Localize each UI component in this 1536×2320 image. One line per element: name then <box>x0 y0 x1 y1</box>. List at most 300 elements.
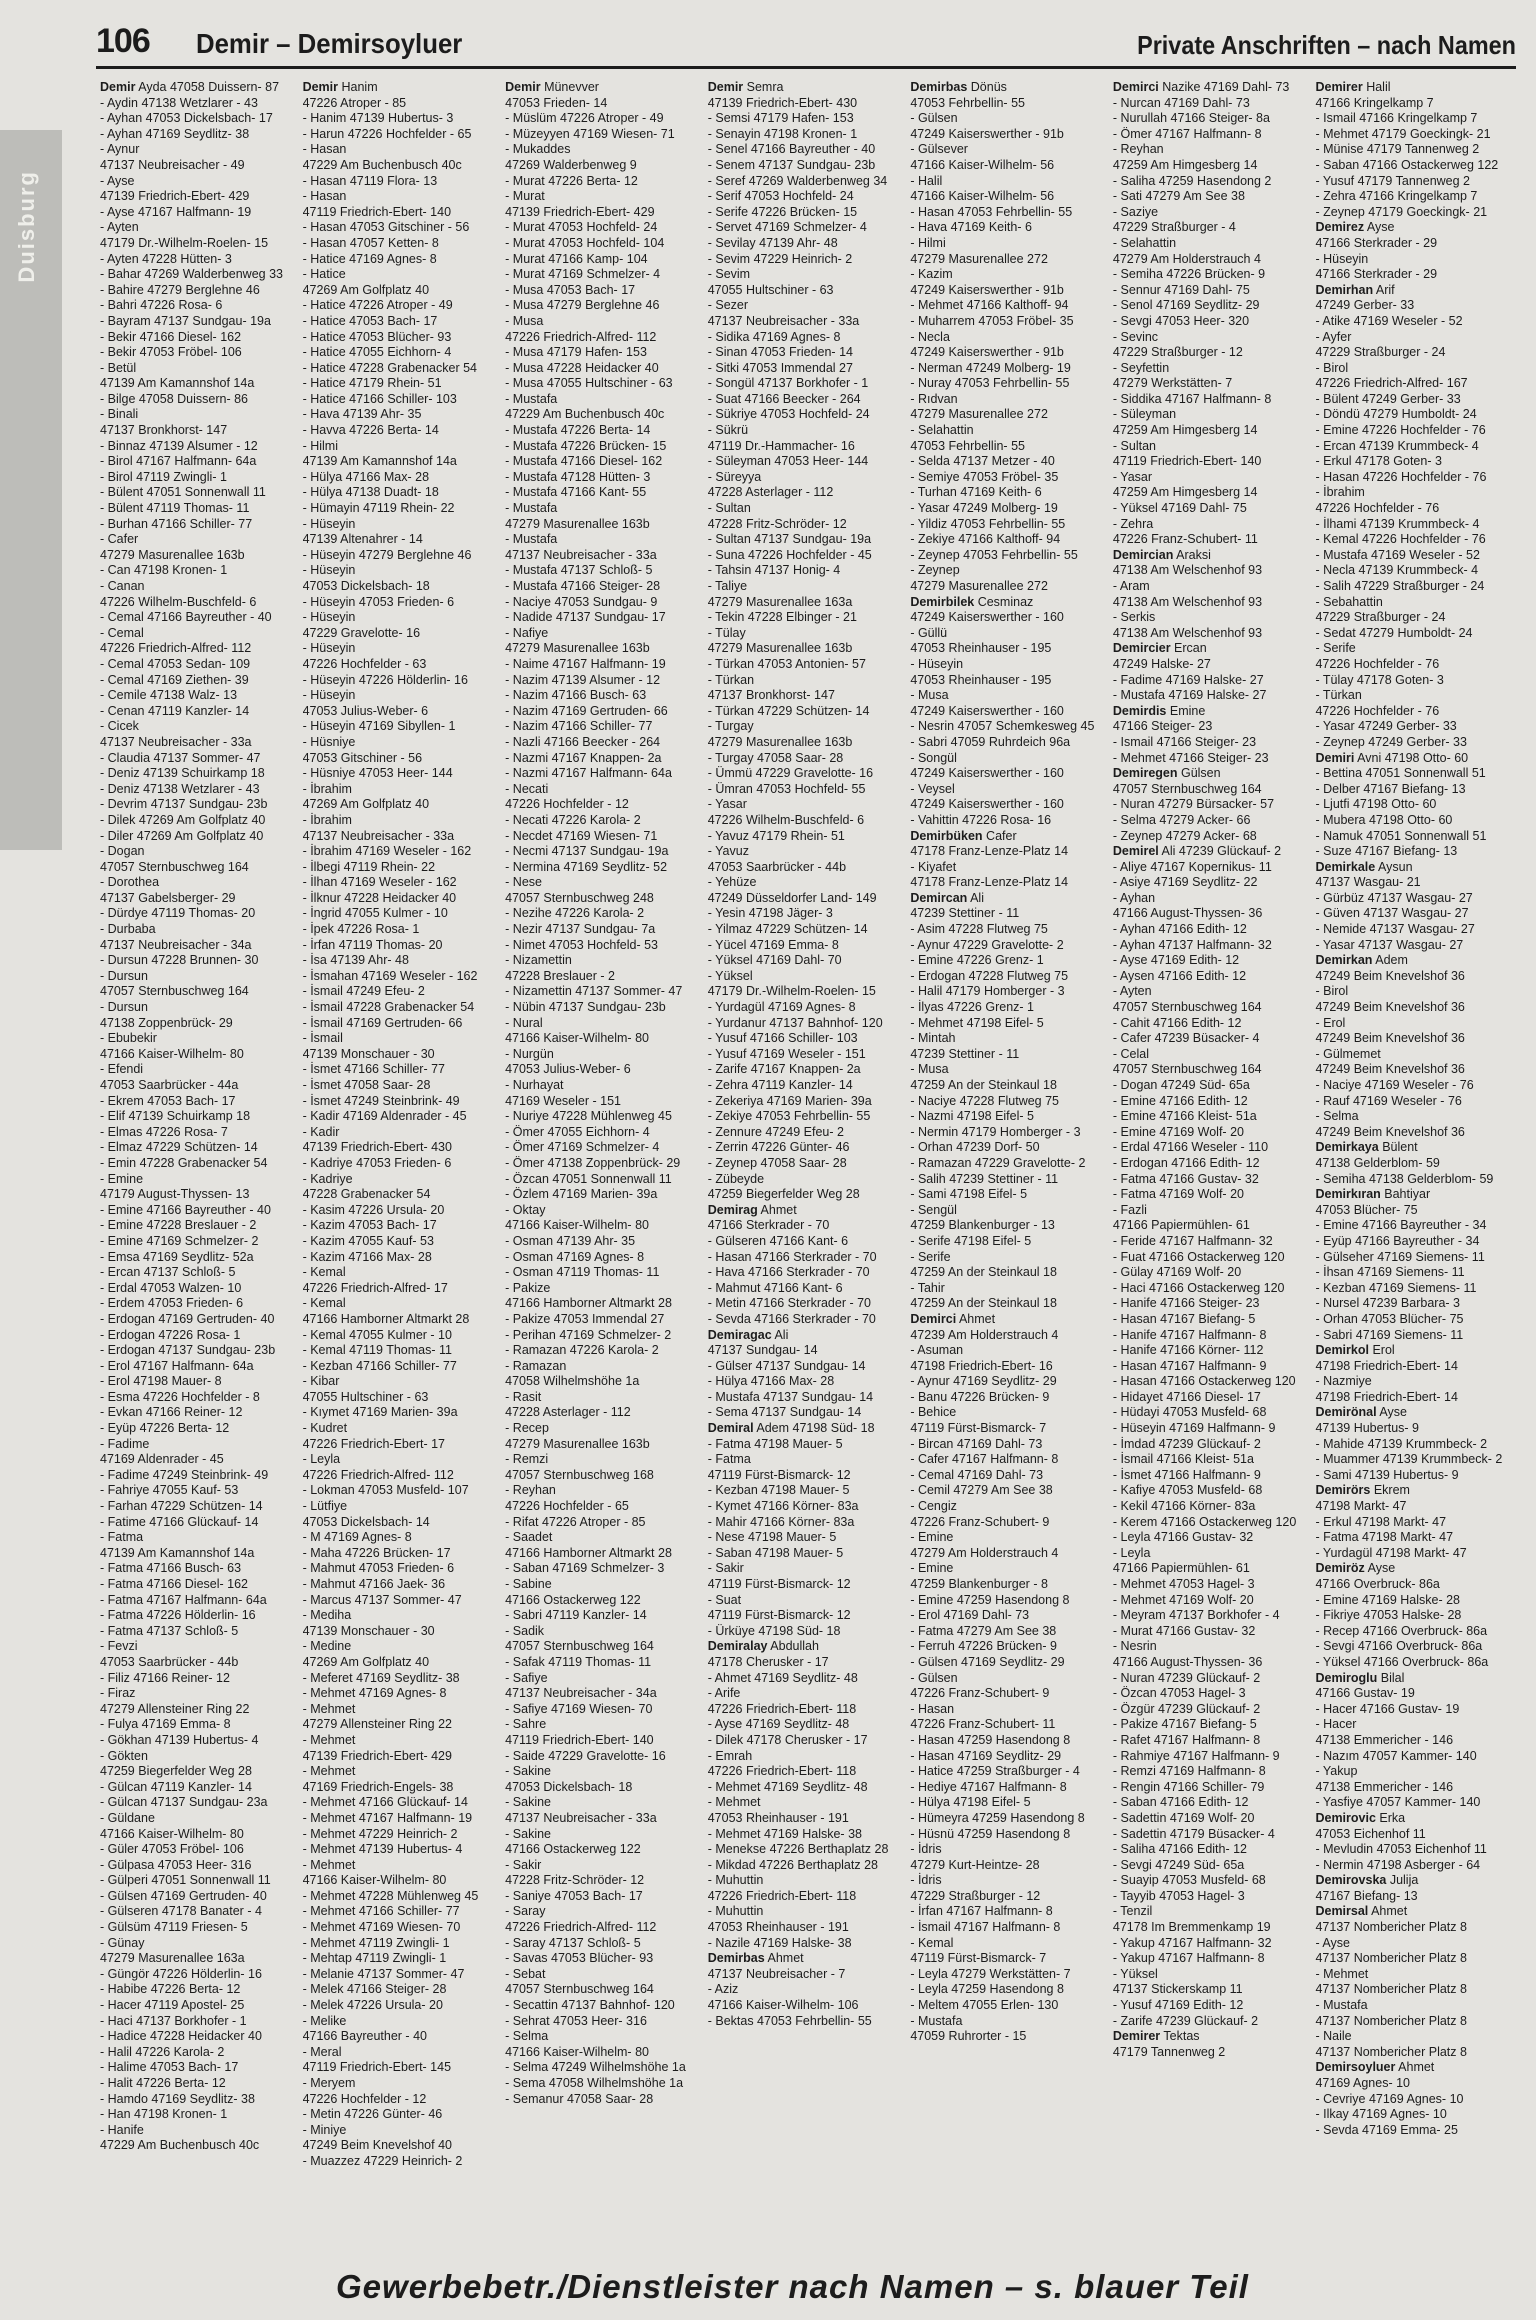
listing-column <box>1113 80 1308 2250</box>
directory-entry: - Selma <box>505 2029 549 2044</box>
directory-entry: - Hasan 47167 Halfmann- 9 <box>1112 1358 1267 1373</box>
directory-entry: - Erol 47169 Dahl- 73 <box>910 1608 1030 1623</box>
directory-entry: - Hasan <box>910 1701 955 1716</box>
directory-entry: - Tahsin 47137 Honig- 4 <box>707 563 841 578</box>
directory-entry: 47179 Dr.-Wilhelm-Roelen- 15 <box>100 235 269 250</box>
directory-entry: 47226 Friedrich-Ebert- 118 <box>707 1764 857 1779</box>
listing-column <box>100 80 295 2250</box>
directory-entry: - Sabri 47119 Kanzler- 14 <box>505 1608 647 1623</box>
directory-entry: - Nazile 47169 Halske- 38 <box>707 1935 852 1950</box>
directory-entry: Demiral Adem 47198 Süd- 18 <box>707 1421 875 1436</box>
directory-entry: - Fikriye 47053 Halske- 28 <box>1315 1608 1462 1623</box>
directory-entry: - Ferruh 47226 Brücken- 9 <box>910 1639 1057 1654</box>
directory-entry: - Ayhan 47137 Halfmann- 32 <box>1112 937 1272 952</box>
directory-entry: 47138 Gelderblom- 59 <box>1315 1155 1440 1170</box>
directory-entry: - Sükrü <box>707 423 749 438</box>
directory-entry: - Gülsüm 47119 Friesen- 5 <box>100 1920 248 1935</box>
directory-entry: 47228 Grabenacker 54 <box>302 1187 431 1202</box>
directory-entry: - Yüksel 47166 Overbruck- 86a <box>1315 1654 1489 1669</box>
directory-entry: 47166 Sterkrader - 29 <box>1315 235 1438 250</box>
directory-entry: - Celal <box>1112 1046 1150 1061</box>
directory-entry: - Selahattin <box>1112 235 1177 250</box>
directory-entry: 47139 Friedrich-Ebert- 430 <box>302 1140 452 1155</box>
directory-entry: - Ayten 47228 Hütten- 3 <box>100 251 232 266</box>
directory-entry: 47166 Sterkrader - 70 <box>707 1218 830 1233</box>
directory-entry: - Gülperi 47051 Sonnenwall 11 <box>100 1873 271 1888</box>
directory-entry: - Cengiz <box>910 1499 957 1514</box>
directory-entry: - Kemal <box>910 1935 954 1950</box>
directory-entry: - Mehmet 47198 Eifel- 5 <box>910 1015 1044 1030</box>
directory-entry: - Rıdvan <box>910 391 958 406</box>
directory-entry: 47053 Rheinhauser - 195 <box>910 672 1052 687</box>
directory-entry: 47166 August-Thyssen- 36 <box>1112 906 1263 921</box>
directory-entry: - Tülay 47178 Goten- 3 <box>1315 672 1444 687</box>
directory-entry: - Turhan 47169 Keith- 6 <box>910 485 1042 500</box>
directory-entry: - Burhan 47166 Schiller- 77 <box>100 516 253 531</box>
directory-entry: 47226 Hochfelder - 12 <box>302 2091 427 2106</box>
directory-entry: - Mehmet <box>302 1857 356 1872</box>
directory-entry: - Ismail 47166 Steiger- 23 <box>1112 734 1257 749</box>
directory-entry: - Ekrem 47053 Bach- 17 <box>100 1093 236 1108</box>
directory-entry: - Asuman <box>910 1343 964 1358</box>
directory-entry: 47249 Kaiserswerther - 91b <box>910 345 1064 360</box>
directory-entry: - Selda 47137 Metzer - 40 <box>910 454 1055 469</box>
directory-entry: - Zarife 47239 Glückauf- 2 <box>1112 2013 1259 2028</box>
directory-entry: - Hasan 47119 Flora- 13 <box>302 173 438 188</box>
directory-entry: - Hüseyin <box>302 641 356 656</box>
directory-entry: - Selma <box>1315 1109 1359 1124</box>
directory-entry: 47137 Sundgau- 14 <box>707 1343 818 1358</box>
directory-entry: - Binnaz 47139 Alsumer - 12 <box>100 438 258 453</box>
directory-entry: - Sidika 47169 Agnes- 8 <box>707 329 841 344</box>
directory-entry: - Ayse <box>100 173 135 188</box>
directory-entry: 47259 An der Steinkaul 18 <box>910 1265 1057 1280</box>
directory-entry: - Hasan <box>302 189 347 204</box>
directory-entry: 47226 Franz-Schubert- 11 <box>1112 532 1258 547</box>
directory-entry: Demirdis Emine <box>1112 703 1206 718</box>
directory-entry: - Sevda 47166 Sterkrader - 70 <box>707 1311 876 1326</box>
directory-entry: - Sükriye 47053 Hochfeld- 24 <box>707 407 870 422</box>
directory-entry: - Deniz 47138 Wetzlarer - 43 <box>100 781 260 796</box>
directory-entry: - Kadir <box>302 1124 340 1139</box>
directory-entry: - Melike <box>302 2013 347 2028</box>
directory-entry: - Sakir <box>707 1561 744 1576</box>
directory-entry: 47239 Am Holderstrauch 4 <box>910 1327 1059 1342</box>
directory-entry: - İsmail 47249 Efeu- 2 <box>302 984 425 999</box>
directory-entry: - Sema 47137 Sundgau- 14 <box>707 1405 862 1420</box>
directory-entry: - Halime 47053 Bach- 17 <box>100 2060 239 2075</box>
directory-entry: 47226 Wilhelm-Buschfeld- 6 <box>100 594 257 609</box>
directory-entry: - Nazmiye <box>1315 1374 1372 1389</box>
directory-entry: - Kerem 47166 Ostackerweg 120 <box>1112 1514 1297 1529</box>
directory-entry: - Nesrin <box>1112 1639 1157 1654</box>
directory-entry: - Mahide 47139 Krummbeck- 2 <box>1315 1436 1488 1451</box>
directory-entry: - Mehmet 47167 Halfmann- 19 <box>302 1810 473 1825</box>
directory-entry: - Bahri 47226 Rosa- 6 <box>100 298 223 313</box>
directory-entry: - Hülya 47138 Duadt- 18 <box>302 485 439 500</box>
directory-entry: - Mustafa 47166 Kant- 55 <box>505 485 647 500</box>
directory-entry: - Mediha <box>302 1608 352 1623</box>
directory-entry: - Emin 47228 Grabenacker 54 <box>100 1155 268 1170</box>
directory-entry: - Sadettin 47169 Wolf- 20 <box>1112 1810 1255 1825</box>
directory-entry: - Hüseyin <box>302 610 356 625</box>
directory-entry: - Cevriye 47169 Agnes- 10 <box>1315 2091 1464 2106</box>
directory-entry: - Tenzil <box>1112 1904 1153 1919</box>
directory-entry: 47053 Blücher- 75 <box>1315 1202 1418 1217</box>
directory-entry: 47053 Julius-Weber- 6 <box>505 1062 631 1077</box>
directory-entry: 47269 Am Golfplatz 40 <box>302 282 430 297</box>
directory-entry: - Halil 47226 Karola- 2 <box>100 2044 225 2059</box>
directory-entry: - Müzeyyen 47169 Wiesen- 71 <box>505 126 675 141</box>
directory-entry: - Hasan 47259 Hasendong 8 <box>910 1732 1071 1747</box>
directory-entry: - Cemal 47166 Bayreuther - 40 <box>100 610 272 625</box>
directory-entry: 47053 Rheinhauser - 191 <box>707 1810 849 1825</box>
directory-entry: Demirsoyluer Ahmet <box>1315 2060 1435 2075</box>
directory-entry: 47053 Saarbrücker - 44b <box>707 859 847 874</box>
directory-entry: - Zekiye 47166 Kalthoff- 94 <box>910 532 1061 547</box>
directory-entry: - Fazli <box>1112 1202 1147 1217</box>
directory-entry: 47259 Am Himgesberg 14 <box>1112 485 1258 500</box>
directory-entry: - Mehmet 47169 Halske- 38 <box>707 1826 862 1841</box>
directory-entry: - Hülya 47166 Max- 28 <box>302 469 430 484</box>
directory-entry: 47249 Halske- 27 <box>1112 656 1211 671</box>
directory-entry: 47226 Franz-Schubert- 9 <box>910 1686 1050 1701</box>
surname-heading: Demiralay <box>707 1639 768 1654</box>
directory-entry: - Hanife 47166 Steiger- 23 <box>1112 1296 1260 1311</box>
directory-entry: - Hatice 47055 Eichhorn- 4 <box>302 345 452 360</box>
directory-entry: 47279 Allensteiner Ring 22 <box>302 1717 452 1732</box>
directory-entry: 47137 Neubreisacher - 34a <box>505 1686 657 1701</box>
directory-entry: - Sultan 47137 Sundgau- 19a <box>707 532 872 547</box>
directory-entry: - Kadir 47169 Aldenrader - 45 <box>302 1109 467 1124</box>
directory-entry: - Hümeyra 47259 Hasendong 8 <box>910 1810 1085 1825</box>
directory-entry: - Sakine <box>505 1826 552 1841</box>
directory-entry: - Mahmut 47053 Frieden- 6 <box>302 1561 455 1576</box>
directory-entry: - Saban 47166 Edith- 12 <box>1112 1795 1249 1810</box>
directory-entry: - Semiha 47226 Brücken- 9 <box>1112 267 1266 282</box>
directory-entry: - İrfan 47167 Halfmann- 8 <box>910 1904 1053 1919</box>
directory-entry: - Meltem 47055 Erlen- 130 <box>910 1998 1059 2013</box>
directory-entry: 47167 Biefang- 13 <box>1315 1888 1418 1903</box>
directory-entry: 47053 Saarbrücker - 44a <box>100 1078 239 1092</box>
directory-entry: 47057 Sternbuschweg 248 <box>505 890 654 905</box>
surname-heading: Demirovic <box>1315 1810 1376 1825</box>
directory-entry: 47053 Rheinhauser - 195 <box>910 641 1052 656</box>
directory-entry: 47166 Kaiser-Wilhelm- 56 <box>910 189 1055 204</box>
directory-entry: - Mustafa 47226 Berta- 14 <box>505 423 651 438</box>
directory-entry: - Ayten <box>100 220 139 235</box>
directory-entry: - Fatma 47279 Am See 38 <box>910 1623 1057 1638</box>
directory-entry: - Nermina 47169 Seydlitz- 52 <box>505 859 668 874</box>
directory-entry: - Musa 47179 Hafen- 153 <box>505 345 647 360</box>
directory-entry: - Saban 47166 Ostackerweg 122 <box>1315 157 1499 172</box>
directory-entry: - Saban 47198 Mauer- 5 <box>707 1545 844 1560</box>
directory-entry: - Habibe 47226 Berta- 12 <box>100 1982 241 1997</box>
directory-entry: - Kezban 47169 Siemens- 11 <box>1315 1280 1477 1295</box>
directory-entry: - Saray <box>505 1904 546 1919</box>
directory-entry: - Saide 47229 Gravelotte- 16 <box>505 1748 666 1763</box>
directory-entry: - Yusuf 47169 Weseler - 151 <box>707 1046 866 1061</box>
directory-entry: 47139 Altenahrer - 14 <box>302 532 423 547</box>
directory-entry: 47139 Friedrich-Ebert- 430 <box>707 95 858 110</box>
directory-entry: - Zübeyde <box>707 1171 765 1186</box>
directory-entry: - Murat 47169 Schmelzer- 4 <box>505 267 661 282</box>
directory-entry: - Fatma 47226 Hölderlin- 16 <box>100 1608 256 1623</box>
directory-entry: - Yasfiye 47057 Kammer- 140 <box>1315 1795 1481 1810</box>
directory-entry: - Kezban 47198 Mauer- 5 <box>707 1483 850 1498</box>
surname-heading: Demirkale <box>1315 859 1376 874</box>
directory-entry: - Hüseyin <box>1315 251 1369 266</box>
listing-column <box>1315 80 1510 2250</box>
directory-entry: - Gülcan 47119 Kanzler- 14 <box>100 1779 252 1794</box>
surname-heading: Demiröz <box>1315 1561 1365 1576</box>
directory-entry: - Kazim 47055 Kauf- 53 <box>302 1233 434 1248</box>
directory-entry: - Pakize 47053 Immendal 27 <box>505 1311 665 1326</box>
surname-heading: Demirer <box>1315 80 1363 94</box>
directory-entry: - İsmail 47228 Grabenacker 54 <box>302 1000 475 1015</box>
directory-entry: 47259 Am Himgesberg 14 <box>1112 423 1258 438</box>
directory-entry: - Bahire 47279 Berglehne 46 <box>100 282 260 297</box>
directory-entry: - Hasan 47167 Biefang- 5 <box>1112 1311 1256 1326</box>
directory-entry: - Hava 47169 Keith- 6 <box>910 220 1032 235</box>
directory-entry: - Murat 47166 Kamp- 104 <box>505 251 648 266</box>
directory-entry: Demirkol Erol <box>1315 1343 1395 1358</box>
directory-entry: 47137 Neubreisacher - 34a <box>100 937 252 952</box>
directory-entry: - Rafet 47167 Halfmann- 8 <box>1112 1732 1261 1747</box>
directory-entry: 47259 Blankenburger - 8 <box>910 1577 1048 1591</box>
directory-entry: 47279 Masurenallee 272 <box>910 251 1048 266</box>
directory-entry: - Erdogan 47137 Sundgau- 23b <box>100 1343 276 1358</box>
directory-entry: Demirovska Julija <box>1315 1873 1419 1888</box>
directory-entry: 47139 Friedrich-Ebert- 429 <box>100 189 250 204</box>
directory-entry: - Mubera 47198 Otto- 60 <box>1315 812 1453 827</box>
directory-entry: - Turgay <box>707 719 754 734</box>
directory-entry: - Saniye 47053 Bach- 17 <box>505 1888 643 1903</box>
directory-entry: - Musa <box>910 688 949 703</box>
directory-entry: - Kezban 47166 Schiller- 77 <box>302 1358 457 1373</box>
directory-entry: - Hatice 47228 Grabenacker 54 <box>302 360 477 375</box>
directory-entry: - Emrah <box>707 1748 753 1763</box>
directory-entry: 47279 Masurenallee 163a <box>100 1951 245 1966</box>
directory-entry: - Gülcan 47137 Sundgau- 23a <box>100 1795 268 1810</box>
surname-heading: Demirovska <box>1315 1873 1387 1888</box>
directory-entry: - Semanur 47058 Saar- 28 <box>505 2091 654 2106</box>
directory-entry: 47053 Frieden- 14 <box>505 95 608 110</box>
directory-entry: - Kadriye <box>302 1171 353 1186</box>
directory-entry: - Erdogan 47228 Flutweg 75 <box>910 968 1069 983</box>
directory-entry: - Senol 47169 Seydlitz- 29 <box>1112 298 1260 313</box>
directory-entry: - Muazzez 47229 Heinrich- 2 <box>302 2153 463 2168</box>
directory-entry: - Murat 47053 Hochfeld- 24 <box>505 220 658 235</box>
directory-entry: - Nazmi 47167 Knappen- 2a <box>505 750 662 765</box>
directory-entry: - Kymet 47166 Körner- 83a <box>707 1499 859 1514</box>
directory-entry: 47137 Neubreisacher - 33a <box>505 1810 657 1825</box>
directory-entry: - Emine 47169 Schmelzer- 2 <box>100 1233 259 1248</box>
directory-entry: 47178 Im Bremmenkamp 19 <box>1112 1920 1271 1935</box>
directory-entry: - Mehmet 47169 Wiesen- 70 <box>302 1920 461 1935</box>
directory-entry: - Menekse 47226 Berthaplatz 28 <box>707 1842 889 1857</box>
directory-entry: - Fevzi <box>100 1639 138 1654</box>
directory-entry: - Remzi 47169 Halfmann- 8 <box>1112 1764 1266 1779</box>
directory-entry: - Deniz 47139 Schuirkamp 18 <box>100 766 265 781</box>
directory-entry: 47053 Saarbrücker - 44b <box>100 1654 239 1669</box>
directory-entry: - Dorothea <box>100 875 160 890</box>
directory-entry: - Mustafa 47128 Hütten- 3 <box>505 469 651 484</box>
directory-entry: - Tülay <box>707 625 746 640</box>
directory-entry: - Asiye 47169 Seydlitz- 22 <box>1112 875 1258 890</box>
directory-entry: - Claudia 47137 Sommer- 47 <box>100 750 261 765</box>
directory-entry: - Hatice 47053 Blücher- 93 <box>302 329 452 344</box>
directory-entry: - Aziz <box>707 1982 739 1997</box>
directory-entry: 47249 Beim Knevelshof 36 <box>1315 1000 1465 1015</box>
directory-entry: - Erol 47198 Mauer- 8 <box>100 1374 222 1389</box>
directory-entry: - Necati <box>505 781 549 796</box>
directory-entry: - Emine <box>910 1561 954 1576</box>
directory-entry: - Musa 47279 Berglehne 46 <box>505 298 660 313</box>
directory-entry: Demiroglu Bilal <box>1315 1670 1405 1685</box>
directory-entry: 47259 Blankenburger - 13 <box>910 1218 1055 1233</box>
directory-entry: - Yusuf 47169 Edith- 12 <box>1112 1998 1244 2013</box>
directory-entry: - Yüksel 47169 Dahl- 75 <box>1112 501 1247 516</box>
directory-entry: - Vahittin 47226 Rosa- 16 <box>910 812 1052 827</box>
directory-entry: - Mahmut 47166 Jaek- 36 <box>302 1577 446 1591</box>
directory-entry: - Nimet 47053 Hochfeld- 53 <box>505 937 659 952</box>
directory-entry: - Erdogan 47169 Gertruden- 40 <box>100 1311 275 1326</box>
directory-entry: - Hüseyin 47279 Berglehne 46 <box>302 547 472 562</box>
directory-entry: - Nermin 47198 Asberger - 64 <box>1315 1857 1481 1872</box>
directory-entry: - Nuran 47279 Bürsacker- 57 <box>1112 797 1275 812</box>
directory-entry: - Birol <box>1315 360 1349 375</box>
directory-entry: - Gülseher 47169 Siemens- 11 <box>1315 1249 1485 1264</box>
directory-entry: - Emine 47169 Halske- 28 <box>1315 1592 1460 1607</box>
directory-entry: - Medine <box>302 1639 352 1654</box>
directory-entry: - Senem 47137 Sundgau- 23b <box>707 157 876 172</box>
directory-entry: - Yehüze <box>707 875 757 890</box>
directory-entry: - Orhan 47239 Dorf- 50 <box>910 1140 1040 1155</box>
directory-entry: - Bülent 47249 Gerber- 33 <box>1315 391 1461 406</box>
surname-heading: Demirbüken <box>910 828 983 843</box>
directory-entry: - Eyüp 47166 Bayreuther - 34 <box>1315 1233 1480 1248</box>
directory-entry: 47178 Cherusker - 17 <box>707 1654 829 1669</box>
directory-entry: Demir Hanim <box>302 80 378 94</box>
directory-entry: - Nazim 47169 Gertruden- 66 <box>505 703 668 718</box>
directory-entry: 47137 Bronkhorst- 147 <box>100 423 228 438</box>
directory-entry: - İdris <box>910 1842 942 1857</box>
directory-entry: - Sitki 47053 Immendal 27 <box>707 360 853 375</box>
directory-entry: 47249 Düsseldorfer Land- 149 <box>707 890 877 905</box>
directory-entry: - Sahre <box>505 1717 547 1732</box>
directory-entry: Demir Semra <box>707 80 784 94</box>
directory-entry: 47137 Neubreisacher - 33a <box>100 734 252 749</box>
directory-entry: - Güler 47053 Fröbel- 106 <box>100 1842 244 1857</box>
directory-entry: - Erdem 47053 Frieden- 6 <box>100 1296 244 1311</box>
directory-entry: - Saziye <box>1112 204 1159 219</box>
directory-entry: - Kasim 47226 Ursula- 20 <box>302 1202 445 1217</box>
directory-entry: - Mehmet 47169 Agnes- 8 <box>302 1686 447 1701</box>
directory-entry: - Ayse 47167 Halfmann- 19 <box>100 204 252 219</box>
directory-entry: - Murat 47053 Hochfeld- 104 <box>505 235 665 250</box>
directory-entry: 47226 Friedrich-Alfred- 112 <box>100 641 252 656</box>
running-head: Demir – Demirsoyluer <box>196 28 463 59</box>
directory-entry: - Songül 47137 Borkhofer - 1 <box>707 376 869 391</box>
directory-entry: 47229 Straßburger - 12 <box>1112 345 1243 360</box>
directory-entry: - Mehmet <box>707 1795 761 1810</box>
listing-column <box>910 80 1105 2250</box>
directory-entry: - İlyas 47226 Grenz- 1 <box>910 1000 1034 1015</box>
directory-entry: - Sadik <box>505 1623 545 1638</box>
directory-entry: 47166 Kaiser-Wilhelm- 56 <box>910 157 1055 172</box>
directory-entry: - Nural <box>505 1015 543 1030</box>
surname-heading: Demir <box>100 80 136 94</box>
directory-entry: 47166 Papiermühlen- 61 <box>1112 1218 1250 1233</box>
directory-entry: - Mahir 47166 Körner- 83a <box>707 1514 855 1529</box>
directory-entry: - Nafiye <box>505 625 549 640</box>
directory-entry: - Lütfiye <box>302 1499 348 1514</box>
directory-entry: 47057 Sternbuschweg 164 <box>505 1982 654 1997</box>
directory-entry: 47226 Wilhelm-Buschfeld- 6 <box>707 812 865 827</box>
directory-entry: - Tahir <box>910 1280 945 1295</box>
directory-entry: - Naile <box>1315 2029 1352 2044</box>
directory-entry: 47137 Neubreisacher - 33a <box>302 828 455 843</box>
directory-entry: - Servet 47169 Schmelzer- 4 <box>707 220 867 235</box>
surname-heading: Demirez <box>1315 220 1365 235</box>
directory-entry: 47249 Gerber- 33 <box>1315 298 1415 313</box>
directory-entry: 47166 Hamborner Altmarkt 28 <box>302 1311 470 1326</box>
directory-entry: - Nurhayat <box>505 1078 564 1092</box>
directory-entry: - Ömer 47169 Schmelzer- 4 <box>505 1140 660 1155</box>
directory-entry: 47053 Fehrbellin- 55 <box>910 95 1025 110</box>
directory-entry: - Murat 47226 Berta- 12 <box>505 173 638 188</box>
directory-entry: - Gökten <box>100 1748 148 1763</box>
directory-entry: - Fatma <box>100 1530 144 1545</box>
directory-entry: - Cafer 47167 Halfmann- 8 <box>910 1452 1059 1467</box>
directory-entry: 47137 Wasgau- 21 <box>1315 875 1421 890</box>
directory-entry: - Yakup 47167 Halfmann- 8 <box>1112 1951 1265 1966</box>
directory-entry: - Meryem <box>302 2076 356 2090</box>
directory-entry: - Ayse <box>1315 1935 1350 1950</box>
directory-entry: - Hadice 47228 Heidacker 40 <box>100 2029 262 2044</box>
directory-entry: - Kemal 47055 Kulmer - 10 <box>302 1327 452 1342</box>
directory-entry: - Zehra 47119 Kanzler- 14 <box>707 1078 853 1092</box>
directory-entry: - Bekir 47166 Diesel- 162 <box>100 329 242 344</box>
directory-entry: 47166 Ostackerweg 122 <box>505 1842 641 1857</box>
directory-entry: 47198 Friedrich-Ebert- 14 <box>1315 1389 1458 1404</box>
directory-entry: - Emine 47226 Grenz- 1 <box>910 953 1044 968</box>
directory-entry: - Yilmaz 47229 Schützen- 14 <box>707 922 868 937</box>
directory-entry: - Selma 47279 Acker- 66 <box>1112 812 1251 827</box>
directory-entry: - Gülsen <box>910 1670 958 1685</box>
directory-entry: - Necdet 47169 Wiesen- 71 <box>505 828 658 843</box>
directory-entry: - Hanim 47139 Hubertus- 3 <box>302 111 454 126</box>
directory-entry: 47139 Hubertus- 9 <box>1315 1421 1420 1436</box>
directory-entry: Demircier Ercan <box>1112 641 1207 656</box>
surname-heading: Demirci <box>910 1311 957 1326</box>
directory-entry: - Sultan <box>1112 438 1156 453</box>
directory-entry: - Hidayet 47166 Diesel- 17 <box>1112 1389 1261 1404</box>
directory-entry: - Mehmet <box>302 1764 356 1779</box>
directory-entry: - Meral <box>302 2044 342 2059</box>
directory-entry: - İdris <box>910 1873 942 1888</box>
directory-entry: - Erkul 47178 Goten- 3 <box>1315 454 1442 469</box>
directory-entry: - Nuran 47239 Glückauf- 2 <box>1112 1670 1261 1685</box>
directory-entry: - Suze 47167 Biefang- 13 <box>1315 844 1458 859</box>
directory-entry: - Saban 47169 Schmelzer- 3 <box>505 1561 665 1576</box>
directory-entry: - Sabri 47059 Ruhrdeich 96a <box>910 734 1071 749</box>
directory-entry: - Aram <box>1112 579 1150 593</box>
footer-note: Gewerbebetr./Dienstleister nach Namen – s. blauer Teil <box>336 2268 1249 2305</box>
directory-entry: 47166 Overbruck- 86a <box>1315 1577 1440 1591</box>
directory-entry: 47053 Fehrbellin- 55 <box>910 438 1025 453</box>
